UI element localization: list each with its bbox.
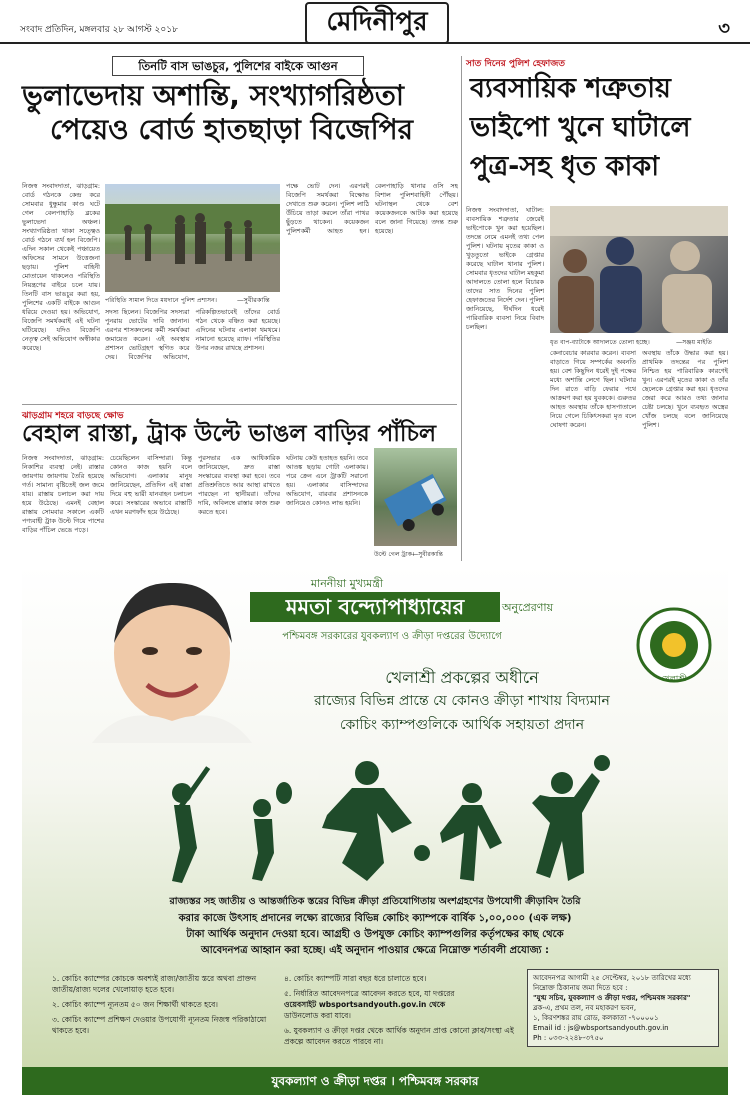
contact-phone: Ph : ০৩৩-২২৪৮-৩৭৫০ [533,1034,604,1042]
deadline-line-2: নিম্নোক্ত ঠিকানায় জমা দিতে হবে : [533,984,628,992]
ad-minister-name: মমতা বন্দ্যোপাধ্যায়ের [250,592,500,622]
contact-email[interactable]: Email id : js@wbsportsandyouth.gov.in [533,1024,669,1032]
ad-conditions-left [52,973,277,1036]
address-line-1: "যুগ্ম সচিব, যুবকল্যাণ ও ক্রীড়া দপ্তর, পশ্চিমবঙ্গ সরকার" [533,994,691,1002]
athlete-icon [440,783,502,881]
story2-photo-caption: ধৃত বাপ-ব্যাটাকে আদালতে তোলা হচ্ছে। [550,339,650,346]
story2-headline-line2: ভাইপো খুনে ঘাটালে [470,112,691,143]
condition-2: ২. কোচিং ক্যাম্পে ন্যূনতম ৫০ জন শিক্ষার্থী থাকতে হবে। [52,1000,218,1009]
overturned-truck [374,448,457,546]
sports-silhouettes [122,753,622,883]
story-divider [22,404,457,405]
story1-kicker: তিনটি বাস ভাঙচুর, পুলিশের বাইকে আগুন [112,56,364,76]
page-number: ৩ [718,18,730,39]
footballer-icon [322,761,430,881]
issue-date: সংবাদ প্রতিদিন, মঙ্গলবার ২৮ আগস্ট ২০১৮ [20,25,178,35]
story2-kicker: সাত দিনের পুলিশ হেফাজত [466,59,566,69]
story3-kicker: ঝাড়গ্রাম শহরে বাড়ছে ক্ষোভ [22,411,124,421]
scheme-line-3: কোচিং ক্যাম্পগুলিকে আর্থিক সহায়তা প্রদান [339,717,585,733]
story2-photo [550,206,728,333]
story2-headline-line3: পুত্র-সহ ধৃত কাকা [470,151,660,182]
story-bhulabheda [22,56,457,401]
accused-in-van [550,206,728,333]
condition-3: ৩. কোচিং ক্যাম্পে প্রশিক্ষণ দেওয়ার উপযোগী ন্যূনতম নিজস্ব পরিকাঠামো থাকতে হবে। [52,1015,267,1035]
ad-department-line: পশ্চিমবঙ্গ সরকারের যুবকল্যাণ ও ক্রীড়া দপ্তরের উদ্যোগে [282,631,502,642]
column-divider [461,56,462,561]
ad-body-line-2: করার কাজে উৎসাহ প্রদানের লক্ষ্যে রাজ্যের বিভিন্ন কোচিং ক্যাম্পকে বার্ষিক ১,০০,০০০ (এক লক্ষ) [178,913,572,924]
story2-column-1: নিজস্ব সংবাদদাতা, ঘাটাল: ব্যবসায়িক শত্রুতার জেরেই ভাইপোকে খুন করা হয়েছিল। তদন্তে নেমে এমনই তথ্য পেল পুলিশ। ঘটনায় মৃতের কাকা ও খুড়তুতো ভাইকে গ্রেপ্তার করেছে ঘাটাল থানার পুলিশ। সোমবার ধৃতদের ঘাটাল মহকুমা আদালতে তোলা হলে বিচারক তাদের সাত দিনের পুলিশ হেফাজতের নির্দেশ দেন। পুলিশ জানিয়েছে, দীর্ঘদিন ধরেই পারিবারিক ব্যবসা নিয়ে বিবাদ চলছিল। [466,206,544,331]
condition-5: ৫. নির্ধারিত আবেদনপত্রে আবেদন করতে হবে, যা দপ্তরের [284,989,455,998]
scheme-line-2: রাজ্যের বিভিন্ন প্রান্তে যে কোনও ক্রীড়া শাখায় বিদ্যমান [314,693,610,709]
section-title: মেদিনীপুর [305,2,449,44]
story3-photo [374,448,457,546]
story-jhargram [22,408,457,561]
deadline-line-1: আবেদনপত্র আগামী ২৫ সেপ্টেম্বর, ২০১৮ তারিখের মধ্যে [533,974,691,982]
ad-body-line-3: টাকা আর্থিক অনুদান দেওয়া হবে। আগ্রহী ও উপযুক্ত কোচিং ক্যাম্পগুলির কর্তৃপক্ষের কাছ থেকে [186,929,564,940]
story2-column-3: অবস্থায় তাঁকে উদ্ধার করা হয়। প্রাথমিক তদন্তের পর পুলিশ নিশ্চিত হয় পারিবারিক কারণেই খুন। এরপরই মৃতের কাকা ও তাঁর ছেলেকে গ্রেপ্তার করা হয়। ধৃতদের জেরা করে আরও তথ্য জানার চেষ্টা চলছে। খুনে ব্যবহৃত অস্ত্রের খোঁজ চলছে বলে জানিয়েছে পুলিশ। [642,349,728,429]
story3-photo-caption: উল্টে গেল ট্রাক। [374,551,415,558]
address-line-3: ১, কিরণশঙ্কর রায় রোড, কলকাতা -৭০০০০১ [533,1014,659,1022]
story1-photo [105,184,280,292]
condition-5-tail: ডাউনলোড করা যাবে। [284,1011,351,1020]
scheme-line-1: খেলাশ্রী প্রকল্পের অধীনে [385,668,539,687]
logo-text: খেলাশ্রী [661,674,687,683]
condition-1: ১. কোচিং ক্যাম্পের কোচকে অবশ্যই রাজ্য/জাতীয় স্তরে অথবা প্রাক্তন জাতীয়/রাজ্য দলের খেলোয়াড় হতে হবে। [52,974,257,994]
ad-contact-box [527,969,719,1047]
story2-headline-line1: ব্যবসায়িক শত্রুতায় [470,73,671,104]
story1-headline-line1: ভুলাভেদায় অশান্তি, সংখ্যাগরিষ্ঠতা [22,79,404,112]
ad-conditions-middle [284,973,519,1047]
ad-body-line-4: আবেদনপত্র আহ্বান করা হচ্ছে। এই অনুদান পাওয়ার ক্ষেত্রে নিম্নোক্ত শর্তাবলী প্রযোজ্য : [200,945,550,956]
condition-5-website[interactable]: ওয়েবসাইট wbsportsandyouth.gov.in থেকে [284,1000,446,1009]
story3-column-2: চেয়েছিলেন বাসিন্দারা। কিন্তু কোনও কাজ হয়নি বলে অভিযোগ। এলাকার মানুষ জানিয়েছেন, প্রতিদিন এই রাস্তা দিয়ে বহু ভারী যানবাহন চলাচল করে। সংস্কারের অভাবে রাস্তাটি এখন মরণফাঁদ হয়ে উঠেছে। [110,454,192,516]
ad-honorific: মাননীয়া মুখ্যমন্ত্রী [310,577,384,590]
cricket-player-icon [172,766,210,883]
story1-photo-caption: পরিস্থিতি সামাল দিতে ময়দানে পুলিশ প্রশাসন। [105,297,217,304]
ad-body-line-1: রাজ্যস্তর সহ জাতীয় ও আন্তর্জাতিক স্তরের বিভিন্ন ক্রীড়া প্রতিযোগিতায় অংশগ্রহণের উপযোগী ক্রীড়াবিদ তৈরি [169,896,581,907]
story-ghatal [466,56,728,561]
condition-6: ৬. যুবকল্যাণ ও ক্রীড়া দপ্তর থেকে আর্থিক অনুদান প্রাপ্ত কোনো ক্লাব/সংস্থা এই প্রকল্পে আবেদন করতে পারবে না। [284,1026,514,1046]
ad-footer: যুবকল্যাণ ও ক্রীড়া দপ্তর । পশ্চিমবঙ্গ সরকার [22,1067,728,1095]
khelashree-advertisement [22,565,728,1095]
badminton-player-icon [252,782,292,881]
volleyball-player-icon [532,755,610,881]
story1-column-3: পক্ষে ভোট দেন। এরপরই বিজেপি সমর্থকরা বিক্ষোভ দেখাতে শুরু করেন। পুলিশ লাঠি উঁচিয়ে তাড়া করলে তাঁরা পাথর ছুঁড়তে থাকেন। কয়েকজন পুলিশকর্মী আহত হন। বেলপাহাড়ি থানার ওসি সহ বিশাল পুলিশবাহিনী পৌঁছয়। ঘটনাস্থল থেকে বেশ কয়েকজনকে আটক করা হয়েছে বলে জানা গিয়েছে। তদন্ত শুরু হয়েছে। [286,182,458,235]
story3-column-4: ঘটনায় কেউ হতাহত হয়নি। তবে আতঙ্ক ছড়ায় গোটা এলাকায়। পরে ক্রেন এনে ট্রাকটি সরানো হয়। এলাকার বাসিন্দাদের অভিযোগ, বারবার প্রশাসনকে জানিয়েও কোনও লাভ হয়নি। [286,454,368,507]
address-line-2: ব্লক-এ, প্রথম তল, নব মহাকরণ ভবন, [533,1004,637,1012]
ad-inspiration: অনুপ্রেরণায় [502,601,554,614]
story3-column-1: নিজস্ব সংবাদদাতা, ঝাড়গ্রাম: নিকাশির ব্যবস্থা নেই। রাস্তার জায়গায় জায়গায় তৈরি হয়েছে গর্ত। সামান্য বৃষ্টিতেই জল জমে যায়। রাস্তায় চলাচল করা দায় হয়ে উঠেছে। এমনই বেহাল রাস্তায় সোমবার সকালে একটি পণ্যবাহী ট্রাক উল্টে গিয়ে পাশের বাড়ির পাঁচিল ভেঙে পড়ে। [22,454,104,534]
story3-column-3: পুরসভার এক আধিকারিক জানিয়েছেন, দ্রুত রাস্তা সংস্কারের ব্যবস্থা করা হবে। তবে প্রতিশ্রুতিতে আর আস্থা রাখতে পারছেন না স্থানীয়রা। তাঁদের দাবি, অবিলম্বে রাস্তার কাজ শুরু করতে হবে। [198,454,280,516]
story1-headline-line2: পেয়েও বোর্ড হাতছাড়া বিজেপির [50,113,413,146]
story3-headline: বেহাল রাস্তা, ট্রাক উল্টে ভাঙল বাড়ির পাঁচিল [22,421,437,447]
story1-column-2: সদস্য ছিলেন। বিজেপির সদস্যরা পুনরায় ভোটের দাবি জানান। এরপর শাসকদলের কর্মী সমর্থকরা জমায়েত করেন। এই অবস্থায় প্রশাসন ভোটগ্রহণ স্থগিত করে দেয়। বিজেপির অভিযোগ, পরিকল্পিতভাবেই তাঁদের বোর্ড গঠন থেকে বঞ্চিত করা হয়েছে। এদিনের ঘটনায় এলাকা থমথমে। নামানো হয়েছে র‍্যাফ। পরিস্থিতির উপর নজর রাখছে প্রশাসন। [105,308,280,361]
story2-photo-credit: —সঞ্জয় মাইতি [676,339,713,346]
story1-column-1: নিজস্ব সংবাদদাতা, ঝাড়গ্রাম: বোর্ড গঠনকে কেন্দ্র করে সোমবার ধুন্ধুমার কাণ্ড ঘটে গেল বেলপাহাড়ি ব্লকের ভুলাভেদা অঞ্চল। সংখ্যাগরিষ্ঠতা থাকা সত্ত্বেও বোর্ড গঠনে ব্যর্থ হল বিজেপি। এদিন সকাল থেকেই পঞ্চায়েত অফিসের সামনে উত্তেজনা ছড়ায়। পুলিশ বাহিনী মোতায়েন থাকলেও পরিস্থিতি নিয়ন্ত্রণের বাইরে চলে যায়। তিনটি বাস ভাঙচুর করা হয়, পুলিশের একটি বাইকে আগুন ধরিয়ে দেওয়া হয়। অভিযোগ, বিজেপি সমর্থকরাই এই ঘটনা ঘটিয়েছে। যদিও বিজেপি নেতৃত্ব সেই অভিযোগ অস্বীকার করেছে। [22,182,100,352]
crowd-police-scene [105,184,280,292]
story3-photo-credit: —সুবীরকান্তি [412,551,444,558]
story1-photo-credit: —সুবীরকান্তি [237,296,270,304]
story2-column-2: কেনাবেচার কারবার করেন। ব্যবসা বাড়াতে গিয়ে সম্পর্কের অবনতি হয়। বেশ কিছুদিন ধরেই দুই পক্ষের মধ্যে অশান্তি লেগে ছিল। ঘটনার দিন রাতে বাড়ি ফেরার পথে আক্রমণ করা হয় যুবককে। গুরুতর আহত অবস্থায় তাঁকে হাসপাতালে নিয়ে গেলে চিকিৎসকরা মৃত বলে ঘোষণা করেন। [550,349,636,429]
condition-4: ৪. কোচিং ক্যাম্পটি সারা বছর ধরে চালাতে হবে। [284,974,427,983]
